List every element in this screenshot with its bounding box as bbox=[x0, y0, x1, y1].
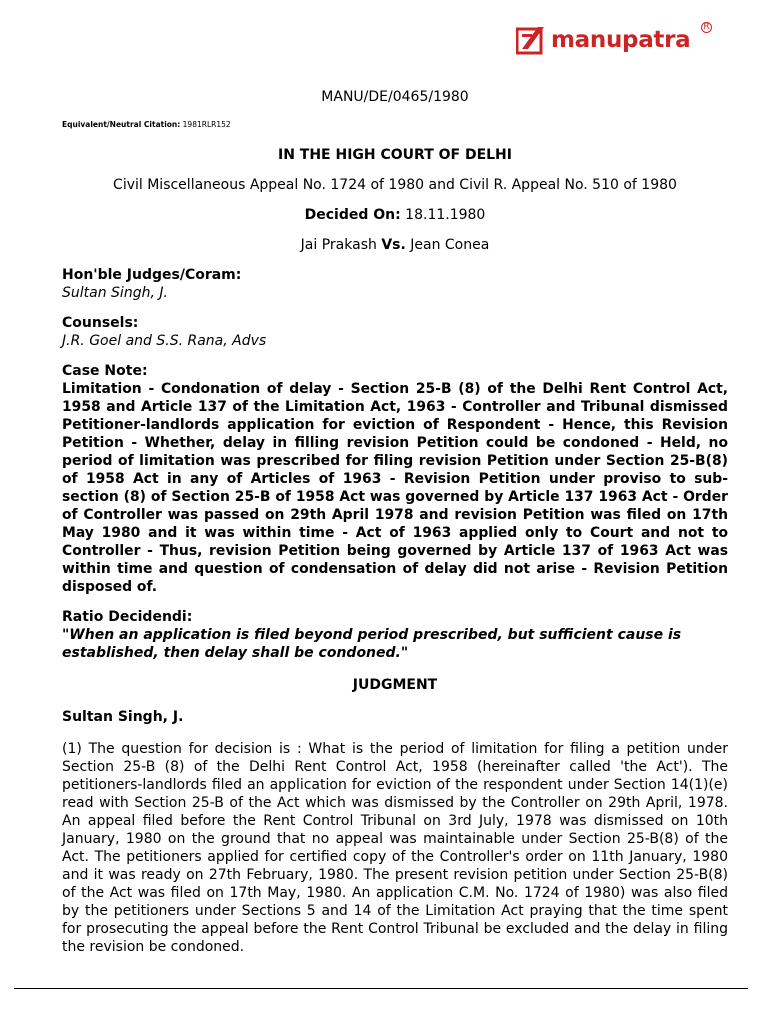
case-note-section bbox=[62, 362, 728, 596]
footer-divider bbox=[14, 988, 748, 989]
case-parties bbox=[62, 236, 728, 254]
logo-wordmark: manupatra bbox=[551, 27, 691, 53]
registered-mark: R bbox=[701, 22, 712, 33]
judgment-judge: Sultan Singh, J. bbox=[62, 709, 184, 725]
decided-on bbox=[62, 206, 728, 224]
judges-heading: Hon'ble Judges/Coram: bbox=[62, 267, 242, 283]
appeal-number: Civil Miscellaneous Appeal No. 1724 of 1980 and Civil R. Appeal No. 510 of 1980 bbox=[113, 177, 677, 193]
ratio-text: "When an application is filed beyond period prescribed, but sufficient cause is established, then delay shall be condoned." bbox=[62, 627, 682, 661]
case-note-heading: Case Note: bbox=[62, 363, 148, 379]
counsels-heading: Counsels: bbox=[62, 315, 139, 331]
judgment-title: JUDGMENT bbox=[352, 677, 438, 693]
equivalent-citation bbox=[62, 120, 728, 130]
document-body bbox=[62, 88, 728, 956]
respondent-name: Jean Conea bbox=[410, 237, 490, 253]
equivalent-citation-value: 1981RLR152 bbox=[180, 120, 231, 129]
court-name: IN THE HIGH COURT OF DELHI bbox=[277, 147, 512, 163]
decided-on-label: Decided On: bbox=[304, 207, 401, 223]
judgment-paragraph-1: (1) The question for decision is : What is the period of limitation for filing a petition under Section 25-B (8) of the Delhi Rent Control Act, 1958 (hereinafter called 'the Act'). The petitioners-landlords filed an application for eviction of the respondent under Section 14(1)(e) read with Section 25-B of the Act which was dismissed by the Controller on 29th April, 1978. An appeal filed before the Rent Control Tribunal on 3rd July, 1978 was dismissed on 10th January, 1980 on the ground that no appeal was maintainable under Section 25-B(8) of the Act. The petitioners applied for certified copy of the Controller's order on 11th January, 1980 and it was ready on 27th February, 1980. The present revision petition under Section 25-B(8) of the Act was filed on 17th May, 1980. An application C.M. No. 1724 of 1980) was also filed by the petitioners under Sections 5 and 14 of the Limitation Act praying that the time spent for prosecuting the appeal before the Rent Control Tribunal be excluded and the delay in filing the revision be condoned. bbox=[62, 741, 728, 955]
counsels-value: J.R. Goel and S.S. Rana, Advs bbox=[62, 333, 267, 349]
manupatra-logo bbox=[516, 22, 712, 58]
equivalent-citation-label: Equivalent/Neutral Citation: bbox=[62, 120, 181, 129]
judges-section bbox=[62, 266, 728, 302]
manupatra-logo-icon bbox=[516, 24, 546, 56]
decided-on-date: 18.11.1980 bbox=[400, 207, 486, 223]
judges-value: Sultan Singh, J. bbox=[62, 285, 168, 301]
case-note-text: Limitation - Condonation of delay - Section 25-B (8) of the Delhi Rent Control Act, 1958 and Article 137 of the Limitation Act, 1963 - Controller and Tribunal dismissed Petitioner-landlords application for eviction of Respondent - Hence, this Revision Petition - Whether, delay in filling revision Petition could be condoned - Held, no period of limitation was prescribed for filing revision Petition under Section 25-B(8) of 1958 Act in any of Articles of 1963 - Revision Petition under proviso to sub-section (8) of Section 25-B of 1958 Act was governed by Article 137 1963 Act - Order of Controller was passed on 29th April 1978 and revision Petition was filed on 17th May 1980 and it was within time - Act of 1963 applied only to Court and not to Controller - Thus, revision Petition being governed by Article 137 of 1963 Act was within time and question of condensation of delay did not arise - Revision Petition disposed of. bbox=[62, 381, 728, 595]
versus-label: Vs. bbox=[381, 237, 406, 253]
ratio-section bbox=[62, 608, 728, 662]
ratio-heading: Ratio Decidendi: bbox=[62, 609, 193, 625]
counsels-section bbox=[62, 314, 728, 350]
petitioner-name: Jai Prakash bbox=[300, 237, 377, 253]
manu-citation: MANU/DE/0465/1980 bbox=[321, 89, 469, 105]
